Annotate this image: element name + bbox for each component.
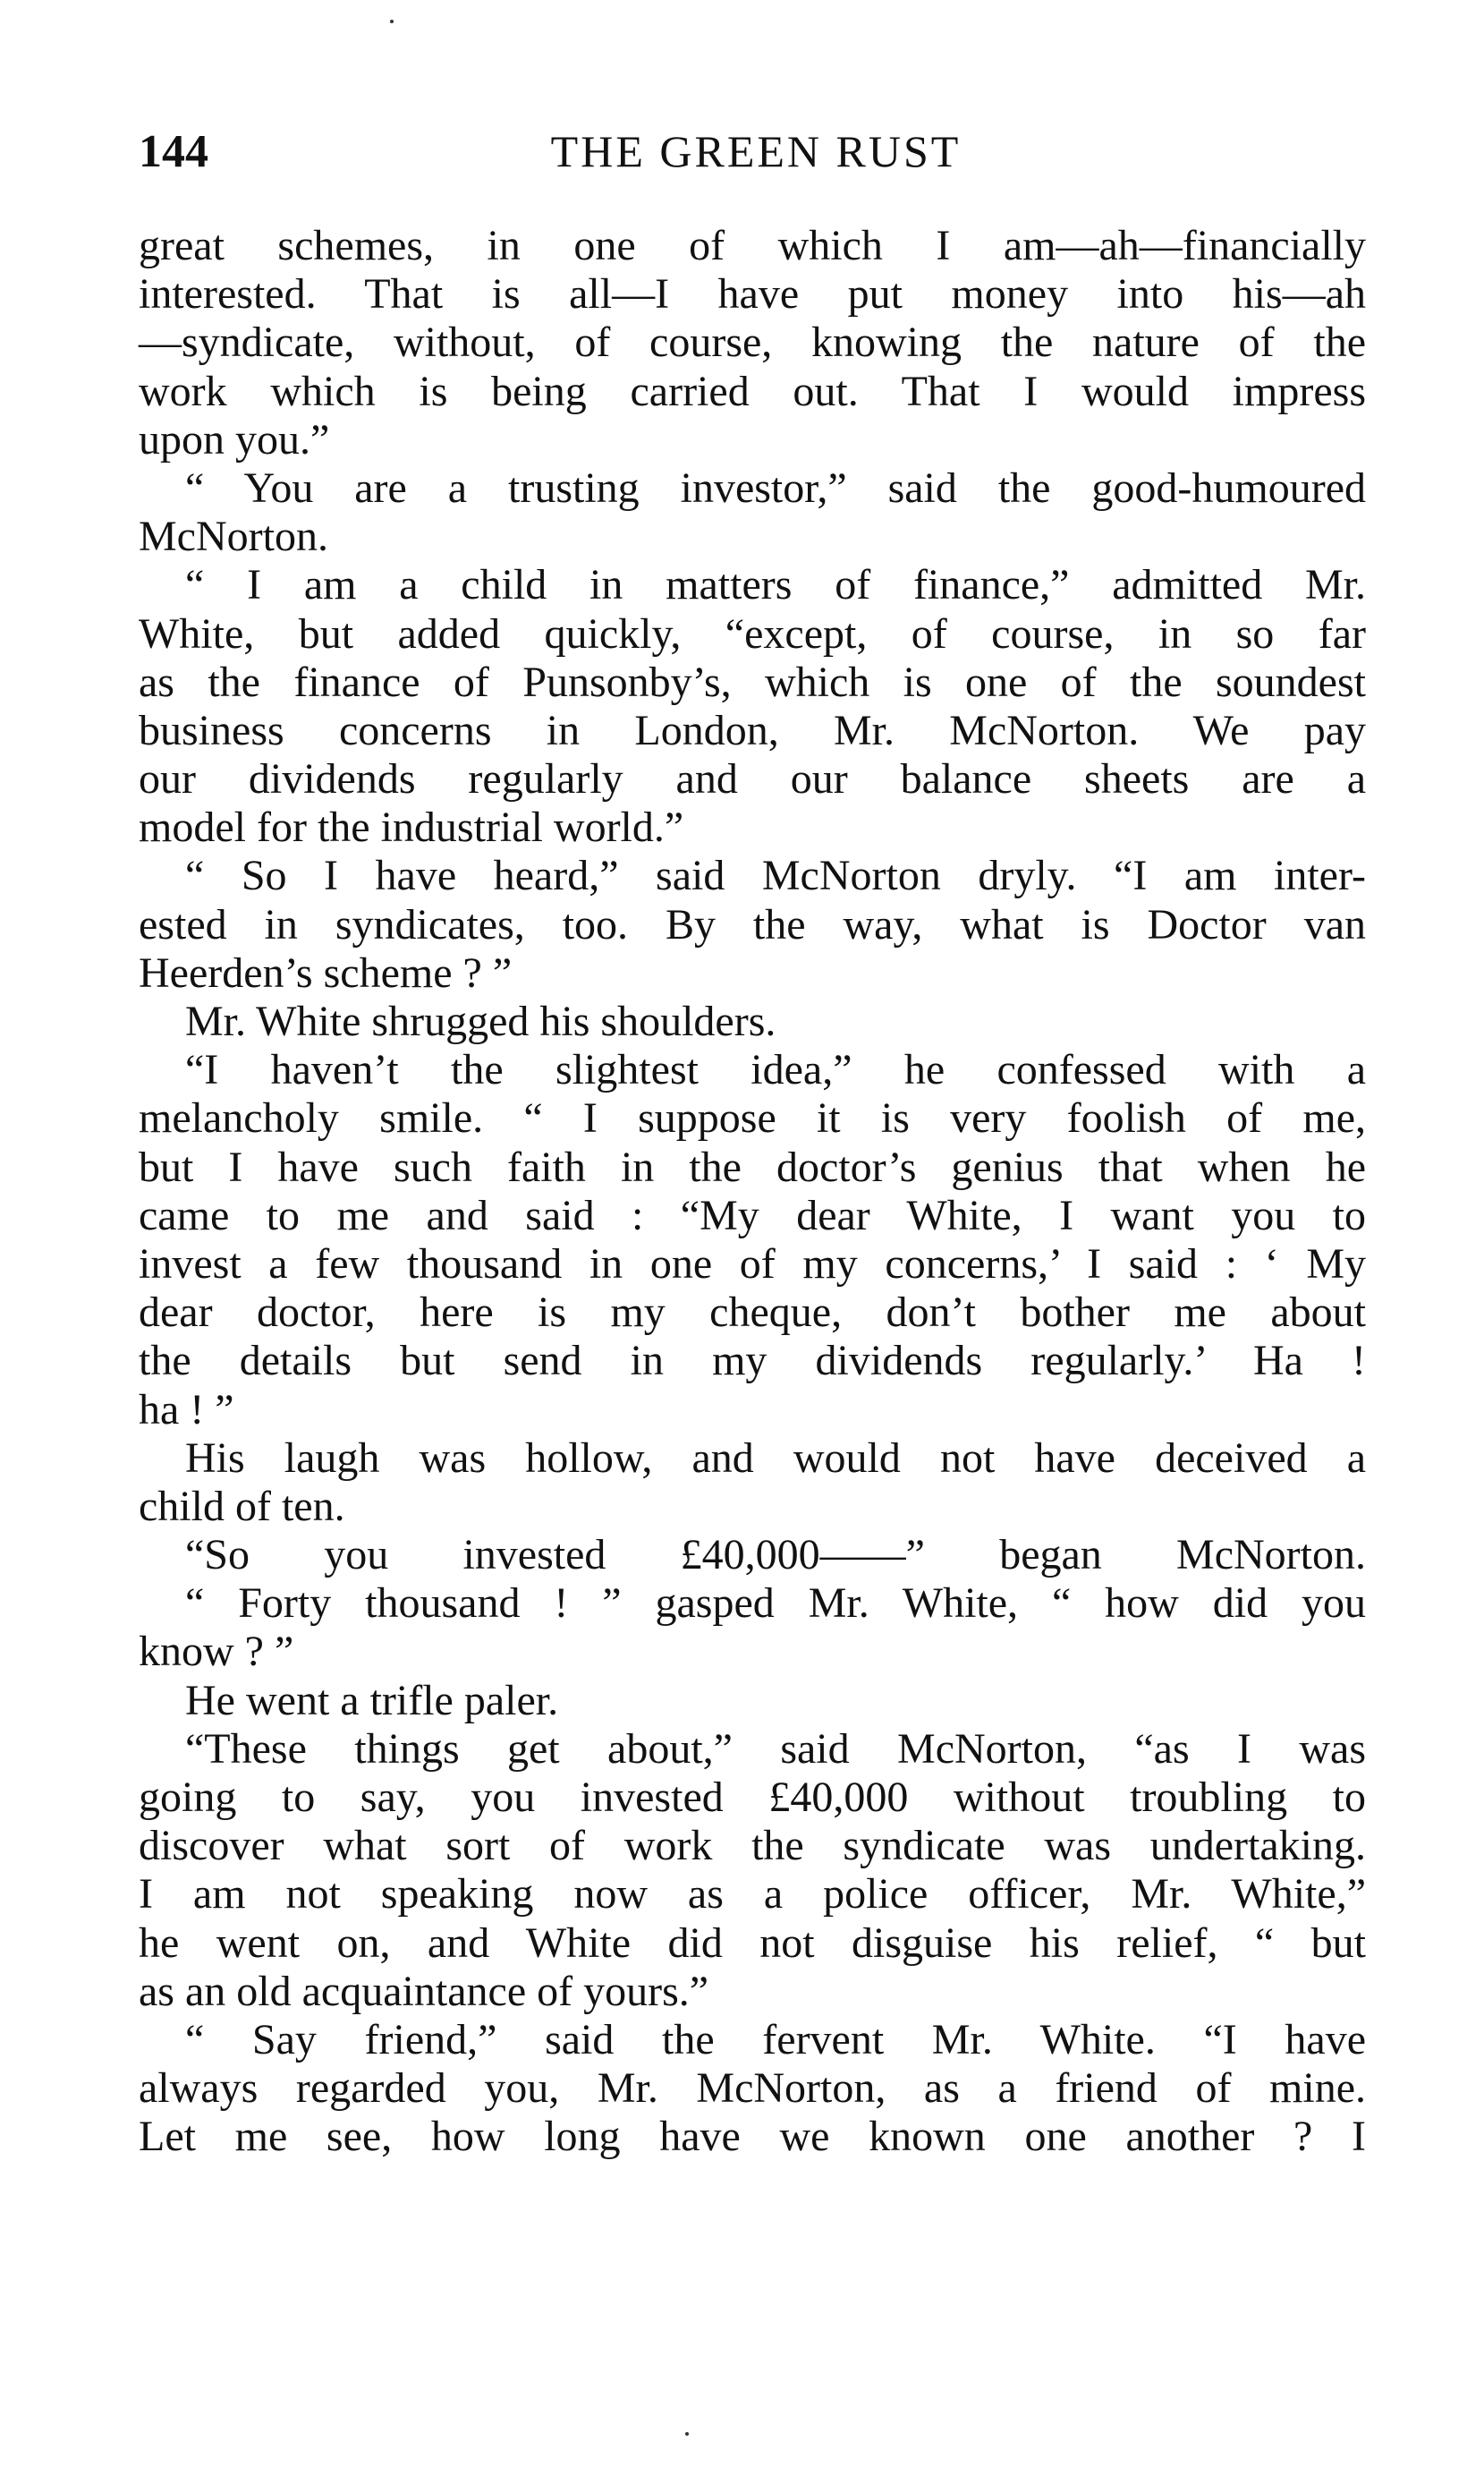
text-line: interested. That is all—I have put money into his—ah <box>139 270 1366 319</box>
text-line: dear doctor, here is my cheque, don’t bother me about <box>139 1289 1366 1337</box>
text-line: “ Forty thousand ! ” gasped Mr. White, “ how did you <box>185 1579 1366 1628</box>
text-line: business concerns in London, Mr. McNorton. We pay <box>139 706 1366 754</box>
text-line: —syndicate, without, of course, knowing the nature of the <box>139 319 1366 367</box>
text-line: Mr. White shrugged his shoulders. <box>185 998 776 1045</box>
running-title: THE GREEN RUST <box>550 126 962 176</box>
text-line: know ? ” <box>139 1628 294 1676</box>
text-line: ha ! ” <box>139 1385 234 1433</box>
text-line: “These things get about,” said McNorton, “as I was <box>185 1724 1366 1773</box>
text-line: upon you.” <box>139 415 330 464</box>
text-line: invest a few thousand in one of my concerns,’ I said : ‘ My <box>139 1239 1366 1288</box>
page-header <box>139 125 1373 188</box>
paper-speck-top <box>390 20 394 23</box>
text-line: our dividends regularly and our balance sheets are a <box>139 755 1366 804</box>
text-line: I am not speaking now as a police officer, Mr. White,” <box>139 1870 1366 1918</box>
text-line: as an old acquaintance of yours.” <box>139 1967 709 2015</box>
text-line: “I haven’t the slightest idea,” he confessed with a <box>185 1046 1366 1094</box>
text-line: discover what sort of work the syndicate was undertaking. <box>139 1822 1366 1870</box>
text-line: great schemes, in one of which I am—ah—financially <box>139 222 1366 269</box>
text-line: White, but added quickly, “except, of course, in so far <box>139 609 1366 658</box>
text-line: going to say, you invested £40,000 without troubling to <box>139 1774 1366 1821</box>
text-line: McNorton. <box>139 513 328 561</box>
text-line: came to me and said : “My dear White, I want you to <box>139 1191 1366 1239</box>
text-line: model for the industrial world.” <box>139 804 684 852</box>
text-line: “So you invested £40,000——” began McNorton. <box>185 1531 1366 1579</box>
paper-speck-bottom <box>685 2432 689 2436</box>
text-line: as the finance of Punsonby’s, which is one of the soundest <box>139 658 1366 706</box>
text-line: Let me see, how long have we known one another ? I <box>139 2113 1366 2161</box>
text-line: he went on, and White did not disguise his relief, “ but <box>139 1918 1366 1967</box>
text-line: always regarded you, Mr. McNorton, as a friend of mine. <box>139 2064 1366 2113</box>
text-line: “ You are a trusting investor,” said the good-humoured <box>185 464 1366 512</box>
body-text <box>139 222 1366 2162</box>
text-line: “ Say friend,” said the fervent Mr. White. “I have <box>185 2015 1366 2063</box>
text-line: but I have such faith in the doctor’s genius that when he <box>139 1143 1366 1191</box>
text-line: work which is being carried out. That I would impress <box>139 367 1366 415</box>
text-line: “ So I have heard,” said McNorton dryly. “I am inter- <box>185 852 1366 900</box>
text-line: Heerden’s scheme ? ” <box>139 949 513 997</box>
text-line: “ I am a child in matters of finance,” admitted Mr. <box>185 561 1366 609</box>
text-line: He went a trifle paler. <box>185 1676 559 1724</box>
text-line: melancholy smile. “ I suppose it is very foolish of me, <box>139 1094 1366 1143</box>
text-line: His laugh was hollow, and would not have deceived a <box>185 1433 1366 1482</box>
page-number: 144 <box>139 126 208 177</box>
text-line: child of ten. <box>139 1482 345 1530</box>
text-line: ested in syndicates, too. By the way, what is Doctor van <box>139 900 1366 949</box>
text-line: the details but send in my dividends regularly.’ Ha ! <box>139 1337 1366 1385</box>
